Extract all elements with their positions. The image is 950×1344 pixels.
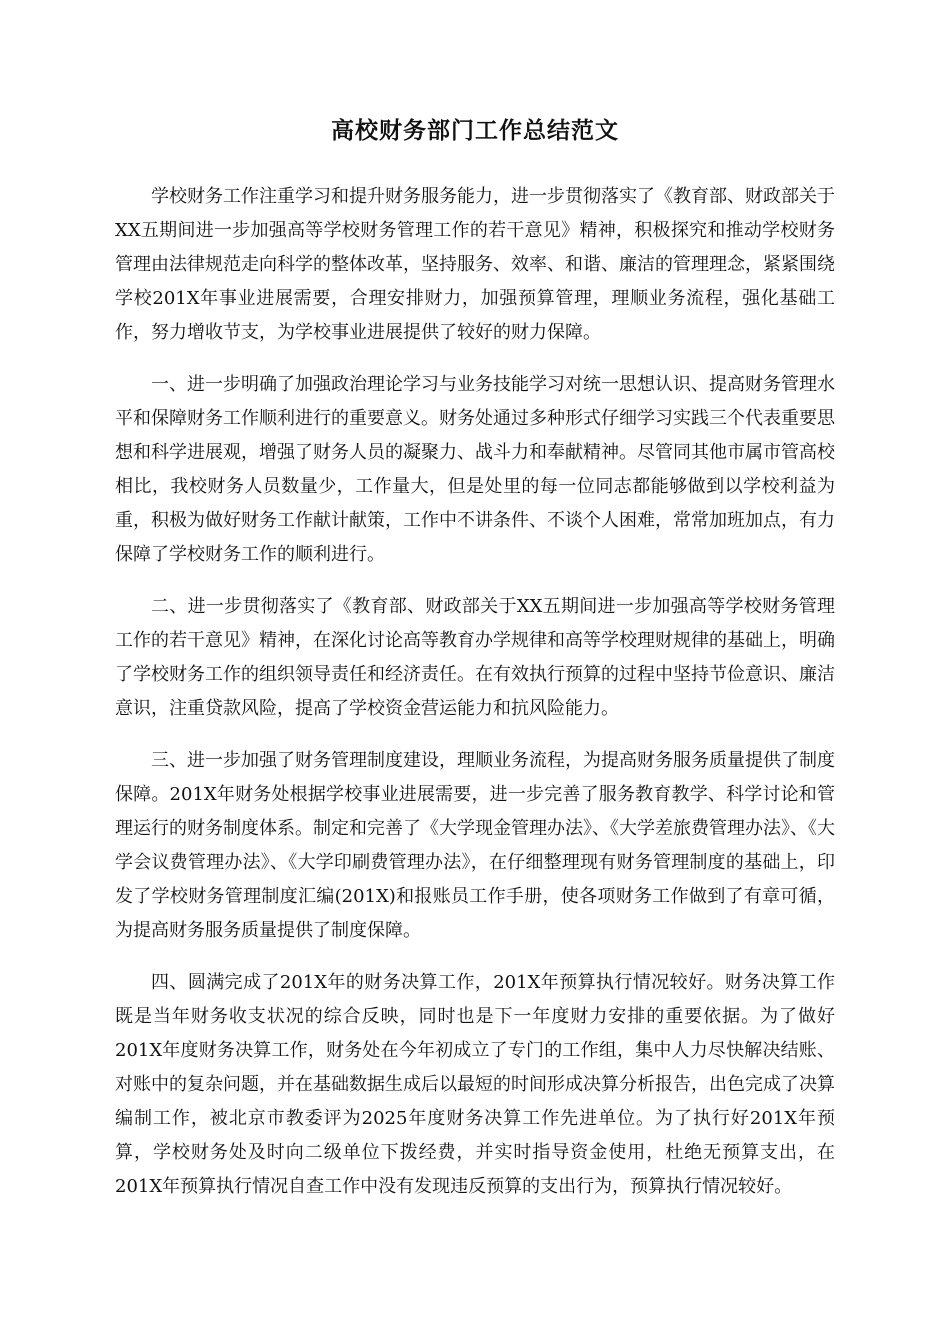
- paragraph-section-1: 一、进一步明确了加强政治理论学习与业务技能学习对统一思想认识、提高财务管理水平和保障财务工作顺利进行的重要意义。财务处通过多种形式仔细学习实践三个代表重要思想和科学进展观，增强了财务人员的凝聚力、战斗力和奉献精神。尽管同其他市属市管高校相比，我校财务人员数量少，工作量大，但是处里的每一位同志都能够做到以学校利益为重，积极为做好财务工作献计献策，工作中不讲条件、不谈个人困难，常常加班加点，有力保障了学校财务工作的顺利进行。: [115, 374, 835, 565]
- document-title: 高校财务部门工作总结范文: [331, 117, 619, 144]
- document-body: [115, 180, 835, 1222]
- paragraph-section-2: 二、进一步贯彻落实了《教育部、财政部关于XX五期间进一步加强高等学校财务管理工作的若干意见》精神，在深化讨论高等教育办学规律和高等学校理财规律的基础上，明确了学校财务工作的组织领导责任和经济责任。在有效执行预算的过程中坚持节俭意识、廉洁意识，注重贷款风险，提高了学校资金营运能力和抗风险能力。: [115, 596, 835, 719]
- paragraph-intro: 学校财务工作注重学习和提升财务服务能力，进一步贯彻落实了《教育部、财政部关于XX五期间进一步加强高等学校财务管理工作的若干意见》精神，积极探究和推动学校财务管理由法律规范走向科学的整体改革，坚持服务、效率、和谐、廉洁的管理理念，紧紧围绕学校201X年事业进展需要，合理安排财力，加强预算管理，理顺业务流程，强化基础工作，努力增收节支，为学校事业进展提供了较好的财力保障。: [115, 186, 835, 343]
- paragraph-section-3: 三、进一步加强了财务管理制度建设，理顺业务流程，为提高财务服务质量提供了制度保障。201X年财务处根据学校事业进展需要，进一步完善了服务教育教学、科学讨论和管理运行的财务制度体系。制定和完善了《大学现金管理办法》、《大学差旅费管理办法》、《大学会议费管理办法》、《大学印刷费管理办法》，在仔细整理现有财务管理制度的基础上，印发了学校财务管理制度汇编(201X)和报账员工作手册，使各项财务工作做到了有章可循，为提高财务服务质量提供了制度保障。: [115, 750, 835, 941]
- paragraph-section-4: 四、圆满完成了201X年的财务决算工作，201X年预算执行情况较好。财务决算工作既是当年财务收支状况的综合反映，同时也是下一年度财力安排的重要依据。为了做好201X年度财务决算工作，财务处在今年初成立了专门的工作组，集中人力尽快解决结账、对账中的复杂问题，并在基础数据生成后以最短的时间形成决算分析报告，出色完成了决算编制工作，被北京市教委评为2025年度财务决算工作先进单位。为了执行好201X年预算，学校财务处及时向二级单位下拨经费，并实时指导资金使用，杜绝无预算支出，在201X年预算执行情况自查工作中没有发现违反预算的支出行为，预算执行情况较好。: [115, 972, 835, 1197]
